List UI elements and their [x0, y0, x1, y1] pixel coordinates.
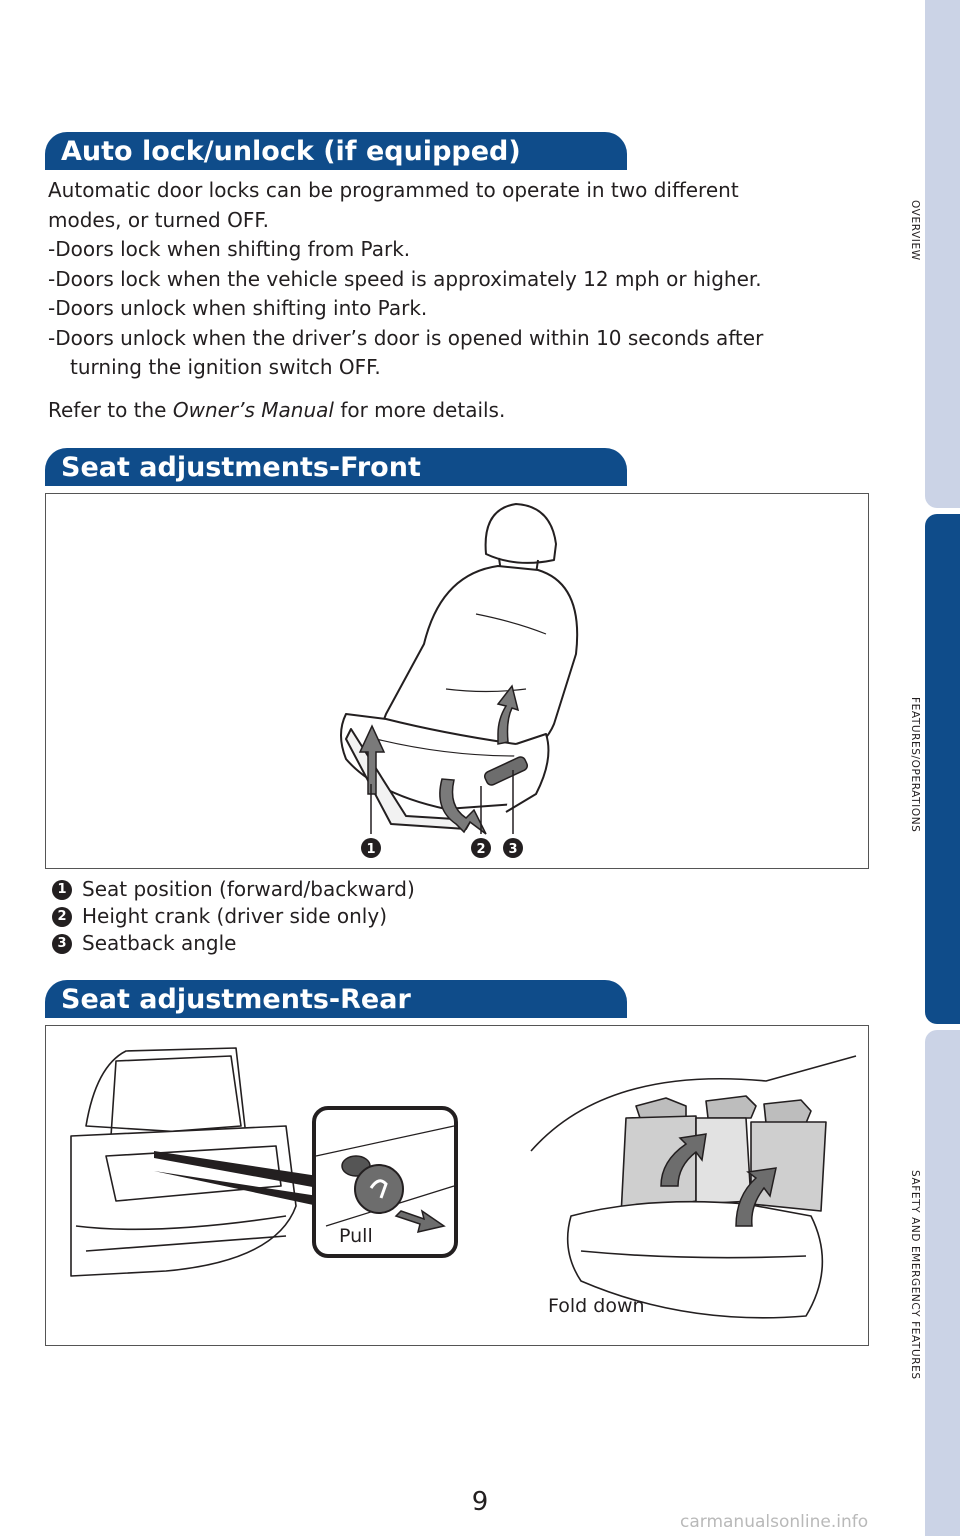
- legend-text-1: Seat position (forward/backward): [82, 877, 415, 901]
- rear-seat-illustration: [46, 1026, 867, 1344]
- callout-3: 3: [508, 842, 518, 857]
- front-seat-legend: [52, 876, 415, 957]
- lock-item-2: -Doors lock when the vehicle speed is approximately 12 mph or higher.: [48, 266, 762, 291]
- lock-item-1: -Doors lock when shifting from Park.: [48, 237, 411, 261]
- front-seat-illustration: [46, 494, 867, 867]
- rear-seat-figure: [45, 1025, 869, 1346]
- callout-1: 1: [366, 842, 376, 857]
- auto-lock-body: [48, 176, 848, 425]
- intro-line-2: modes, or turned OFF.: [48, 207, 269, 232]
- refer-note: [48, 396, 848, 426]
- refer-suffix: for more details.: [333, 397, 506, 422]
- refer-prefix: Refer to the: [48, 397, 173, 422]
- lock-item-4-cont: turning the ignition switch OFF.: [70, 355, 381, 379]
- legend-num-2: 2: [52, 907, 72, 927]
- tab-safety-emergency[interactable]: [925, 1030, 960, 1536]
- tab-features-operations[interactable]: [925, 514, 960, 1024]
- section-title-auto-lock: Auto lock/unlock (if equipped): [45, 132, 627, 170]
- legend-item: [52, 930, 415, 957]
- fold-down-label: Fold down: [548, 1295, 645, 1317]
- tab-overview-label: OVERVIEW: [909, 199, 921, 261]
- tab-safety-emergency-label: SAFETY AND EMERGENCY FEATURES: [909, 1170, 921, 1380]
- intro-line-1: Automatic door locks can be programmed to operate in two different: [48, 178, 739, 202]
- lock-item-4: -Doors unlock when the driver’s door is opened within 10 seconds after: [48, 325, 764, 350]
- section-title-seat-front: Seat adjustments-Front: [45, 448, 627, 486]
- callout-2: 2: [476, 842, 486, 857]
- legend-text-2: Height crank (driver side only): [82, 904, 387, 928]
- tab-overview[interactable]: [925, 0, 960, 508]
- pull-label: Pull: [339, 1225, 373, 1247]
- lock-item-3: -Doors unlock when shifting into Park.: [48, 296, 428, 320]
- section-title-seat-rear: Seat adjustments-Rear: [45, 980, 627, 1018]
- legend-text-3: Seatback angle: [82, 931, 237, 955]
- legend-num-3: 3: [52, 934, 72, 954]
- owners-manual-ref: Owner’s Manual: [172, 397, 334, 422]
- tab-features-operations-label: FEATURES/OPERATIONS: [909, 697, 921, 833]
- page-number: 9: [471, 1487, 489, 1517]
- front-seat-figure: [45, 493, 869, 869]
- legend-item: [52, 876, 415, 903]
- watermark: carmanualsonline.info: [680, 1512, 869, 1532]
- legend-item: [52, 903, 415, 930]
- legend-num-1: 1: [52, 880, 72, 900]
